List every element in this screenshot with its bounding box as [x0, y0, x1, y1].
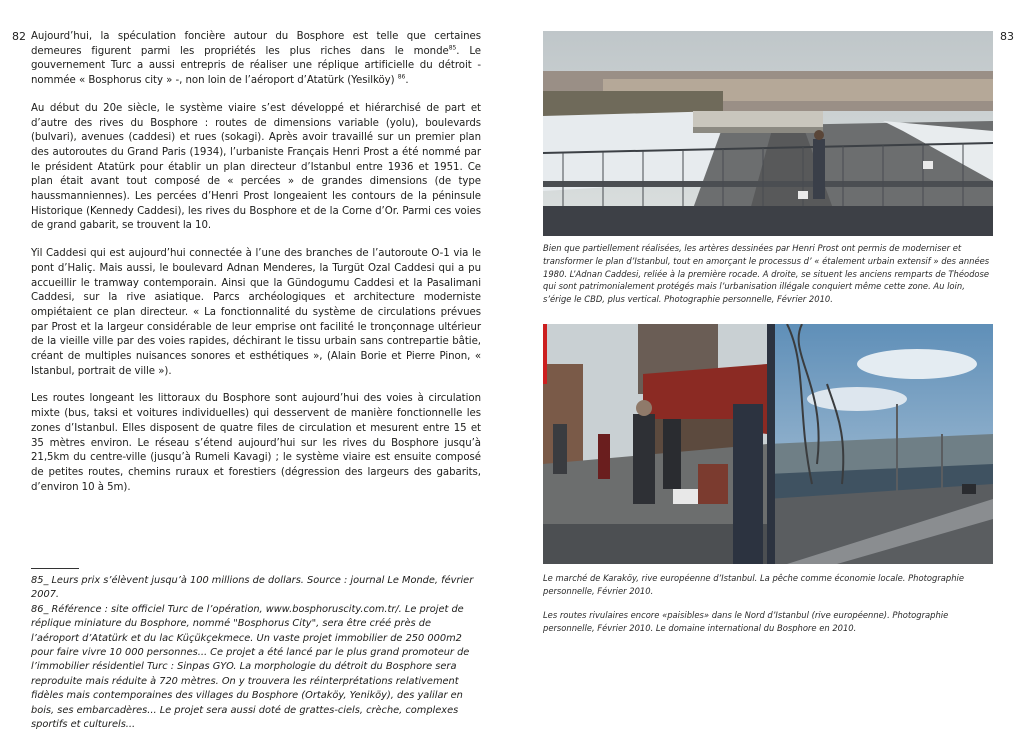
page-number-left: 82: [12, 30, 26, 43]
photo-karakoy-market: [543, 324, 767, 564]
photo-coastal-road: [767, 324, 993, 564]
paragraph-speculation-text-b: . Le gouvernement Turc a aussi entrepris de réaliser une réplique artificielle du détroit - nommée « Bosphorus city » -, non loin de l’aéroport d’Atatürk (Yesilköy): [31, 45, 481, 87]
photo-highway: [543, 31, 993, 236]
caption-coastal-road: Les routes rivulaires encore «paisibles» dans le Nord d’Istanbul (rive européenne). Photographie personnelle, Février 2010. Le domaine international du Bosphore en 2010.: [543, 610, 949, 633]
page-number-right: 83: [1000, 30, 1014, 43]
caption-market: Le marché de Karaköy, rive européenne d’Istanbul. La pêche comme économie locale. Photographie personnelle, Février 2010.: [543, 573, 965, 596]
paragraph-coastal-roads: Les routes longeant les littoraux du Bosphore sont aujourd’hui des voies à circulation mixte (bus, taksi et voitures individuelles) qui desservent de manière fonctionnelle les zones d’Istanbul. Elles disposent de quatre files de circulation et mesurent entre 15 et 35 mètres environ. Le réseau s’étend aujourd’hui sur les rives du Bosphore jusqu’à 21,5km du centre-ville (jusqu’à Rumeli Kavagi) ; le système viaire est ensuite composé de petites routes, chemins ruraux et forestiers (dégression des largeurs des gabarits, d’environ 10 à 5m).: [31, 393, 481, 493]
paragraph-speculation: [31, 30, 481, 89]
left-text-column: [31, 30, 481, 508]
footnote-ref-85: 85: [448, 44, 457, 52]
paragraph-yil-caddesi: Yil Caddesi qui est aujourd’hui connectée à l’une des branches de l’autoroute O-1 via le pont d’Haliç. Mais aussi, le boulevard Adnan Menderes, la Turgüt Ozal Caddesi qui a pu accueillir le tramway contemporain. Ainsi que la Gündogumu Caddesi et la Pasalimani Caddesi, sur la rive asiatique. Parcs archéologiques et architecture moderniste ompiétaient ce plan directeur. « La fonctionnalité du système de circulations prévues par Prost et la largeur considérable de leur emprise ont facilité le tronçonnage ultérieur de la vieille ville par des voies rapides, déchirant le tissu urbain sans contrepartie bâtie, créant de multiples nuisances sonores et esthétiques », (Alain Borie et Pierre Pinon, « Istanbul, portrait de ville »).: [31, 248, 481, 377]
paragraph-road-system: Au début du 20e siècle, le système viaire s’est développé et hiérarchisé de part et d’autre des rives du Bosphore : routes de dimensions variable (yolu), boulevards (bulvari), avenues (caddesi) et rues (sokagi). Après avoir travaillé sur un premier plan des autoroutes du Grand Paris (1934), l’urbaniste Français Henri Prost a été nommé par le président Atatürk pour établir un plan directeur d’Istanbul entre 1936 et 1951. Ce plan était avant tout composé de « percées » de grandes dimensions (de type haussmanniennes). Les percées d’Henri Prost longeaient les contours de la péninsule Historique (Kennedy Caddesi), les rives du Bosphore et de la Corne d’Or. Parmi ces voies de grand gabarit, se trouvent la 10.: [31, 102, 481, 232]
footnote-86: 86_ Référence : site officiel Turc de l’opération, www.bosphoruscity.com.tr/. Le projet de réplique miniature du Bosphore, nommé "Bosphorus City", sera être créé près de l’aéroport d’Atatürk et du lac Küçükçekmece. Un vaste projet immobilier de 250 000m2 pour faire vivre 10 000 personnes... Ce projet a été lancé par le plus grand promoteur de l’immobilier résidentiel Turc : Sinpas GYO. La morphologie du détroit du Bosphore sera reproduite mais réduite à 720 mètres. On y trouvera les réinterprétations relativement fidèles mais contemporaines des villages du Bosphore (Ortaköy, Yeniköy), des yalilar en bois, ses embarcadères... Le projet sera aussi doté de grattes-ciels, crèche, complexes sportifs et culturels...: [31, 603, 470, 731]
footnotes: [31, 574, 481, 732]
paragraph-speculation-text-c: .: [405, 75, 409, 87]
paragraph-speculation-text-a: Aujourd’hui, la spéculation foncière autour du Bosphore est telle que certaines demeures figurent parmi les propriétés les plus riches dans le monde: [31, 31, 481, 57]
footnote-divider: [31, 568, 79, 569]
footnote-ref-86: 86: [397, 73, 406, 81]
footnote-85: 85_ Leurs prix s’élèvent jusqu’à 100 millions de dollars. Source : journal Le Monde, février 2007.: [31, 575, 474, 601]
caption-highway: Bien que partiellement réalisées, les artères dessinées par Henri Prost ont permis de moderniser et transformer le plan d’Istanbul, tout en amorçant le processus d’ « étalement urbain extensif » des années 1980. L’Adnan Caddesi, reliée à la première rocade. A droite, se situent les anciens remparts de Théodose qui sont patrimonialement protégés mais l’urbanisation illégale conquiert même cette zone. Au loin, s’érige le CBD, plus vertical. Photographie personnelle, Février 2010.: [543, 243, 990, 305]
